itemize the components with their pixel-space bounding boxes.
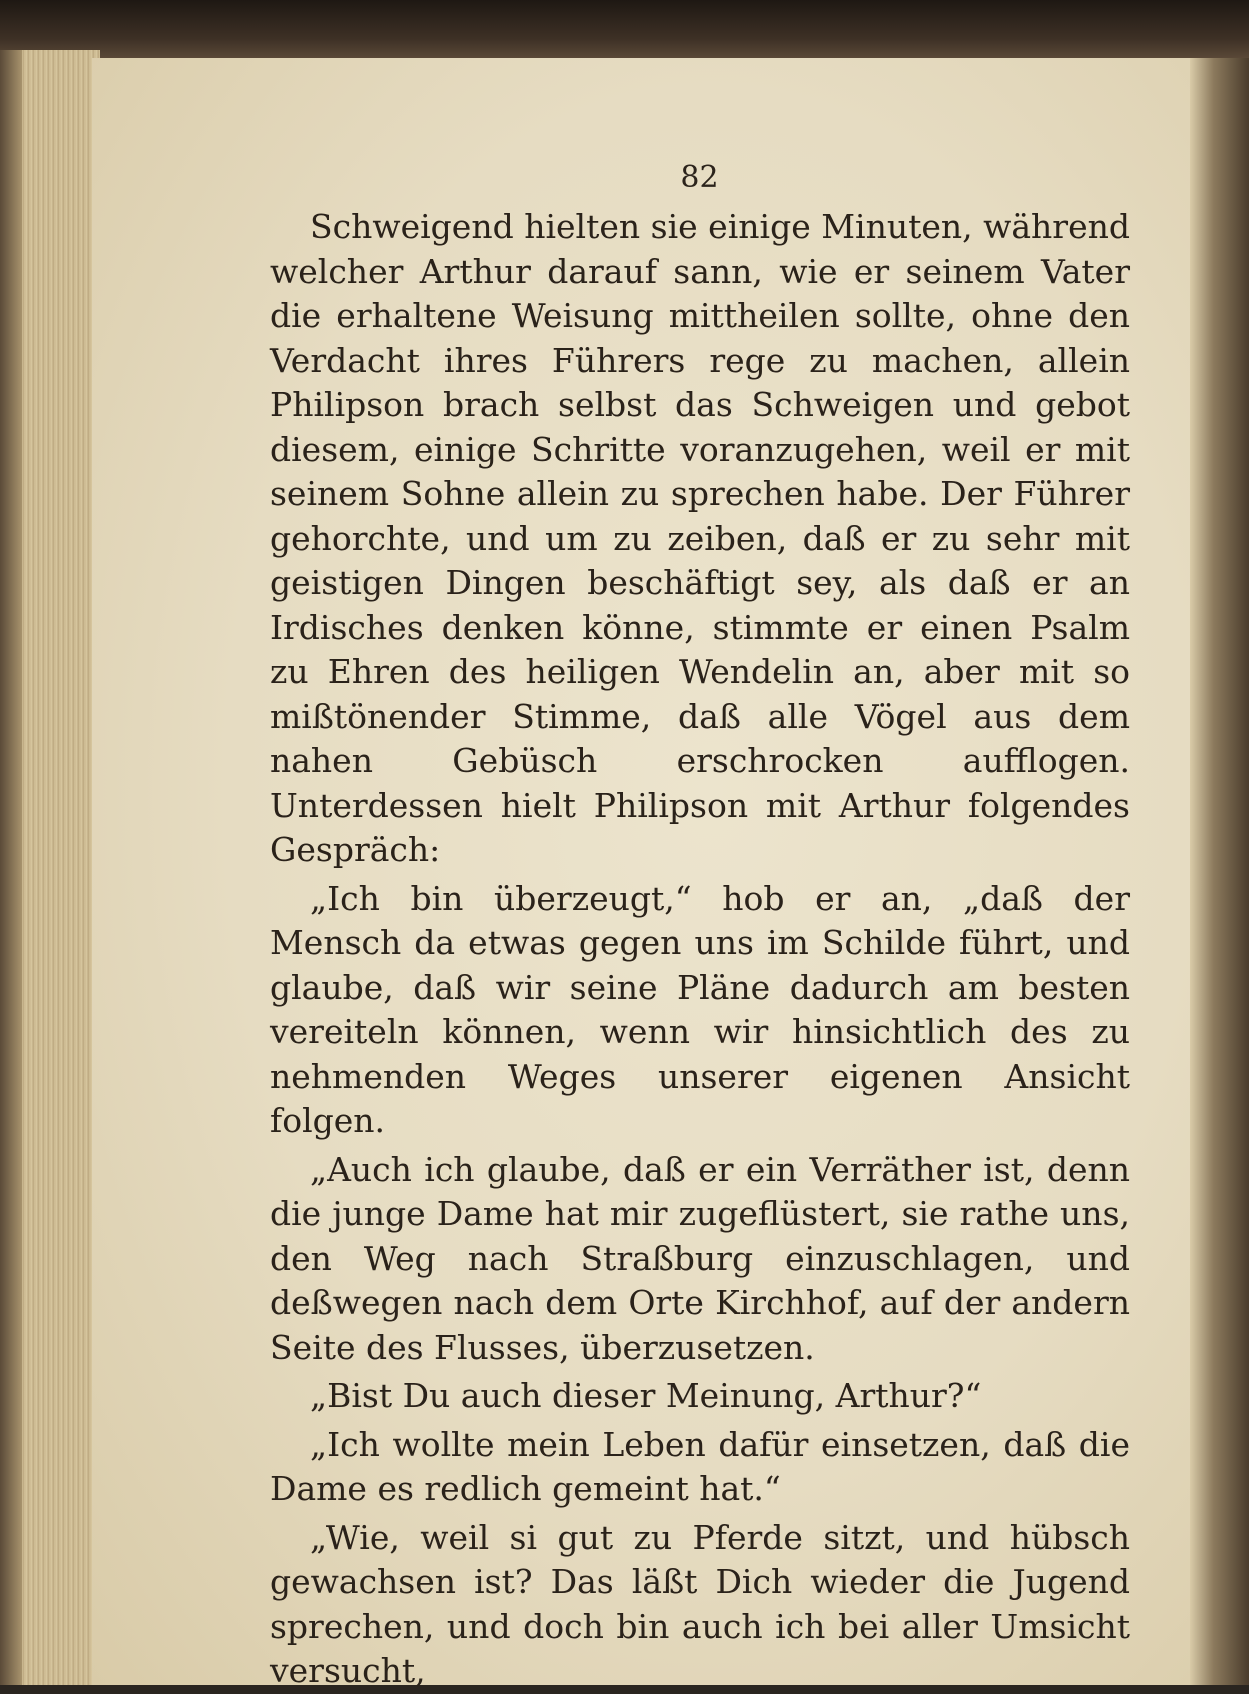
- body-text: [270, 205, 1130, 1694]
- binding-shadow: [0, 50, 22, 1685]
- paragraph-4: „Bist Du auch dieser Meinung, Arthur?“: [310, 1376, 982, 1415]
- paragraph-3: „Auch ich glaube, daß er ein Verräther ist, denn die junge Dame hat mir zugeflüstert, sie rathe uns, den Weg nach Straßburg einzuschlagen, und deßwegen nach dem Orte Kirchhof, auf der andern Seite des Flusses, überzusetzen.: [270, 1149, 1130, 1367]
- paragraph-1: Schweigend hielten sie einige Minuten, während welcher Arthur darauf sann, wie er seinem Vater die erhaltene Weisung mittheilen sollte, ohne den Verdacht ihres Führers rege zu machen, allein Philipson brach selbst das Schweigen und gebot diesem, einige Schritte voranzugehen, weil er mit seinem Sohne allein zu sprechen habe. Der Führer gehorchte, und um zu zeiben, daß er zu sehr mit geistigen Dingen beschäftigt sey, als daß er an Irdisches denken könne, stimmte er einen Psalm zu Ehren des heiligen Wendelin an, aber mit so mißtönender Stimme, daß alle Vögel aus dem nahen Gebüsch erschrocken aufflogen. Unterdessen hielt Philipson mit Arthur folgendes Gespräch:: [270, 207, 1130, 869]
- page-number: 82: [680, 160, 719, 195]
- paragraph-2: „Ich bin überzeugt,“ hob er an, „daß der Mensch da etwas gegen uns im Schilde führt, und glaube, daß wir seine Pläne dadurch am besten vereiteln können, wenn wir hinsichtlich des zu nehmenden Weges unserer eigenen Ansicht folgen.: [270, 878, 1130, 1140]
- page-gutter: [1190, 58, 1249, 1685]
- paragraph-6: „Wie, weil si gut zu Pferde sitzt, und hübsch gewachsen ist? Das läßt Dich wieder die Jugend sprechen, und doch bin auch ich bei aller Umsicht versucht,: [270, 1517, 1130, 1690]
- paragraph-5: „Ich wollte mein Leben dafür einsetzen, daß die Dame es redlich gemeint hat.“: [270, 1424, 1130, 1508]
